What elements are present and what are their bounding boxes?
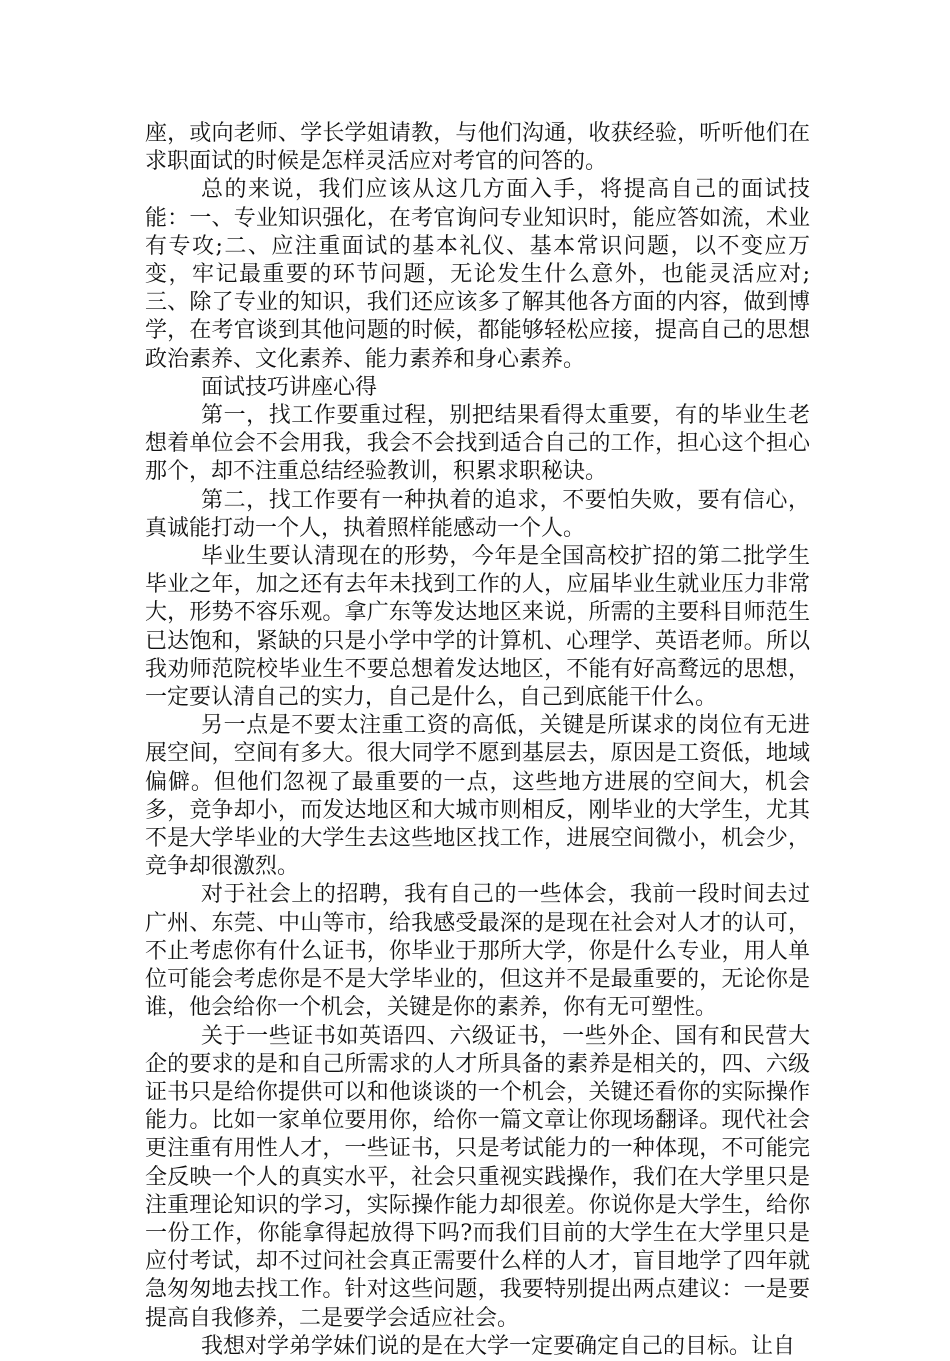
section-heading: 面试技巧讲座心得 (201, 374, 378, 400)
paragraph-6: 另一点是不要太注重工资的高低，关键是所谋求的岗位有无进展空间，空间有多大。很大同学不愿到基层去，原因是工资低，地域偏僻。但他们忽视了最重要的一点，这些地方进展的空间大，机会多，竞争却小，而发达地区和大城市则相反，刚毕业的大学生，尤其不是大学毕业的大学生去这些地区找工作，进展空间微小，机会少，竞争却很激烈。 (145, 713, 810, 880)
paragraph-8: 关于一些证书如英语四、六级证书，一些外企、国有和民营大企的要求的是和自己所需求的人才所具备的素养是相关的，四、六级证书只是给你提供可以和他谈谈的一个机会，关键还看你的实际操作能力。比如一家单位要用你，给你一篇文章让你现场翻译。现代社会更注重有用性人才，一些证书，只是考试能力的一种体现，不可能完全反映一个人的真实水平，社会只重视实践操作，我们在大学里只是注重理论知识的学习，实际操作能力却很差。你说你是大学生，给你一份工作，你能拿得起放得下吗?而我们目前的大学生在大学里只是应付考试，却不过问社会真正需要什么样的人才，盲目地学了四年就急匆匆地去找工作。针对这些问题，我要特别提出两点建议：一是要提高自我修养，二是要学会适应社会。 (145, 1023, 810, 1331)
paragraph-5: 毕业生要认清现在的形势，今年是全国高校扩招的第二批学生毕业之年，加之还有去年未找到工作的人，应届毕业生就业压力非常大，形势不容乐观。拿广东等发达地区来说，所需的主要科目师范生已达饱和，紧缺的只是小学中学的计算机、心理学、英语老师。所以我劝师范院校毕业生不要总想着发达地区，不能有好高鹜远的思想，一定要认清自己的实力，自己是什么，自己到底能干什么。 (145, 544, 810, 711)
paragraph-9: 我想对学弟学妹们说的是在大学一定要确定自己的目标。让自 (201, 1333, 796, 1359)
paragraph-1: 座，或向老师、学长学姐请教，与他们沟通，收获经验，听听他们在求职面试的时候是怎样灵活应对考官的问答的。 (145, 121, 810, 175)
paragraph-4: 第二，找工作要有一种执着的追求，不要怕失败，要有信心，真诚能打动一个人，执着照样能感动一个人。 (145, 487, 810, 541)
paragraph-3: 第一，找工作要重过程，别把结果看得太重要，有的毕业生老想着单位会不会用我，我会不会找到适合自己的工作，担心这个担心那个，却不注重总结经验教训，积累求职秘诀。 (145, 403, 810, 485)
paragraph-7: 对于社会上的招聘，我有自己的一些体会，我前一段时间去过广州、东莞、中山等市，给我感受最深的是现在社会对人才的认可，不止考虑你有什么证书，你毕业于那所大学，你是什么专业，用人单位可能会考虑你是不是大学毕业的，但这并不是最重要的，无论你是谁，他会给你一个机会，关键是你的素养，你有无可塑性。 (145, 882, 810, 1021)
document-page (145, 120, 810, 1361)
paragraph-2: 总的来说，我们应该从这几方面入手，将提高自己的面试技能：一、专业知识强化，在考官询问专业知识时，能应答如流，术业有专攻;二、应注重面试的基本礼仪、基本常识问题，以不变应万变，牢记最重要的环节问题，无论发生什么意外，也能灵活应对;三、除了专业的知识，我们还应该多了解其他各方面的内容，做到博学，在考官谈到其他问题的时候，都能够轻松应接，提高自己的思想政治素养、文化素养、能力素养和身心素养。 (145, 177, 810, 372)
